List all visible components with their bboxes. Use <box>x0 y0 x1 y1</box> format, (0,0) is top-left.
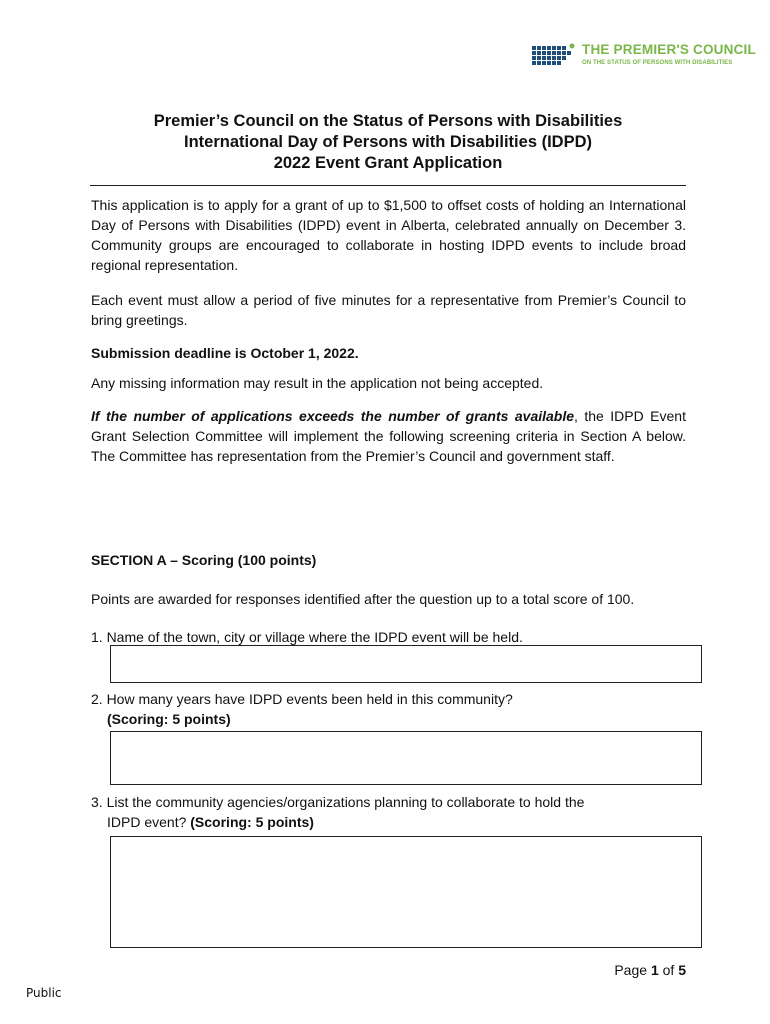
title-divider <box>90 185 686 186</box>
screening-emphasis: If the number of applications exceeds the number of grants available <box>91 408 575 424</box>
title-line-2: International Day of Persons with Disabilities (IDPD) <box>184 133 592 151</box>
page-total: 5 <box>678 962 686 978</box>
submission-deadline: Submission deadline is October 1, 2022. <box>91 345 359 361</box>
question-3-text-continued <box>107 812 607 832</box>
page-of: of <box>658 962 679 978</box>
greetings-paragraph: Each event must allow a period of five minutes for a representative from Premier’s Council to bring greetings. <box>91 292 686 328</box>
question-3-text: 3. List the community agencies/organizations planning to collaborate to hold the <box>91 794 585 810</box>
council-logo <box>532 40 756 72</box>
council-logo-mark-icon <box>532 43 576 69</box>
logo-title: THE PREMIER'S COUNCIL <box>582 42 756 57</box>
document-title <box>90 111 686 174</box>
question-3-text-cont: IDPD event? <box>107 814 191 830</box>
missing-info-note: Any missing information may result in the application not being accepted. <box>91 375 544 391</box>
question-3-answer-field[interactable] <box>110 836 702 948</box>
page-number <box>590 962 686 978</box>
screening-paragraph <box>91 406 686 466</box>
intro-paragraph: This application is to apply for a grant of up to $1,500 to offset costs of holding an International Day of Persons with Disabilities (IDPD) event in Alberta, celebrated annually on December 3. Community groups are encouraged to collaborate in hosting IDPD events to include broad regional representation. <box>91 197 686 273</box>
title-line-3: 2022 Event Grant Application <box>273 154 503 172</box>
logo-subtitle: ON THE STATUS OF PERSONS WITH DISABILITIES <box>582 60 733 66</box>
page-label: Page <box>614 962 651 978</box>
question-2-text: 2. How many years have IDPD events been held in this community? <box>91 691 513 707</box>
question-2-scoring: (Scoring: 5 points) <box>107 711 231 727</box>
question-1-answer-field[interactable] <box>110 645 702 683</box>
classification-label: Public <box>26 986 62 1000</box>
section-a-heading: SECTION A – Scoring (100 points) <box>91 552 317 568</box>
section-a-description: Points are awarded for responses identified after the question up to a total score of 100. <box>91 591 635 607</box>
question-2-answer-field[interactable] <box>110 731 702 785</box>
question-3-scoring: (Scoring: 5 points) <box>190 814 314 830</box>
screening-text: , the IDPD Event Grant Selection Committee will implement the following screening criteria in Section A below. The Committee has representation from the Premier’s Council and government staff. <box>91 408 686 464</box>
title-line-1: Premier’s Council on the Status of Persons with Disabilities <box>153 112 623 130</box>
page-current: 1 <box>650 962 659 978</box>
question-1-text: 1. Name of the town, city or village where the IDPD event will be held. <box>91 629 523 645</box>
